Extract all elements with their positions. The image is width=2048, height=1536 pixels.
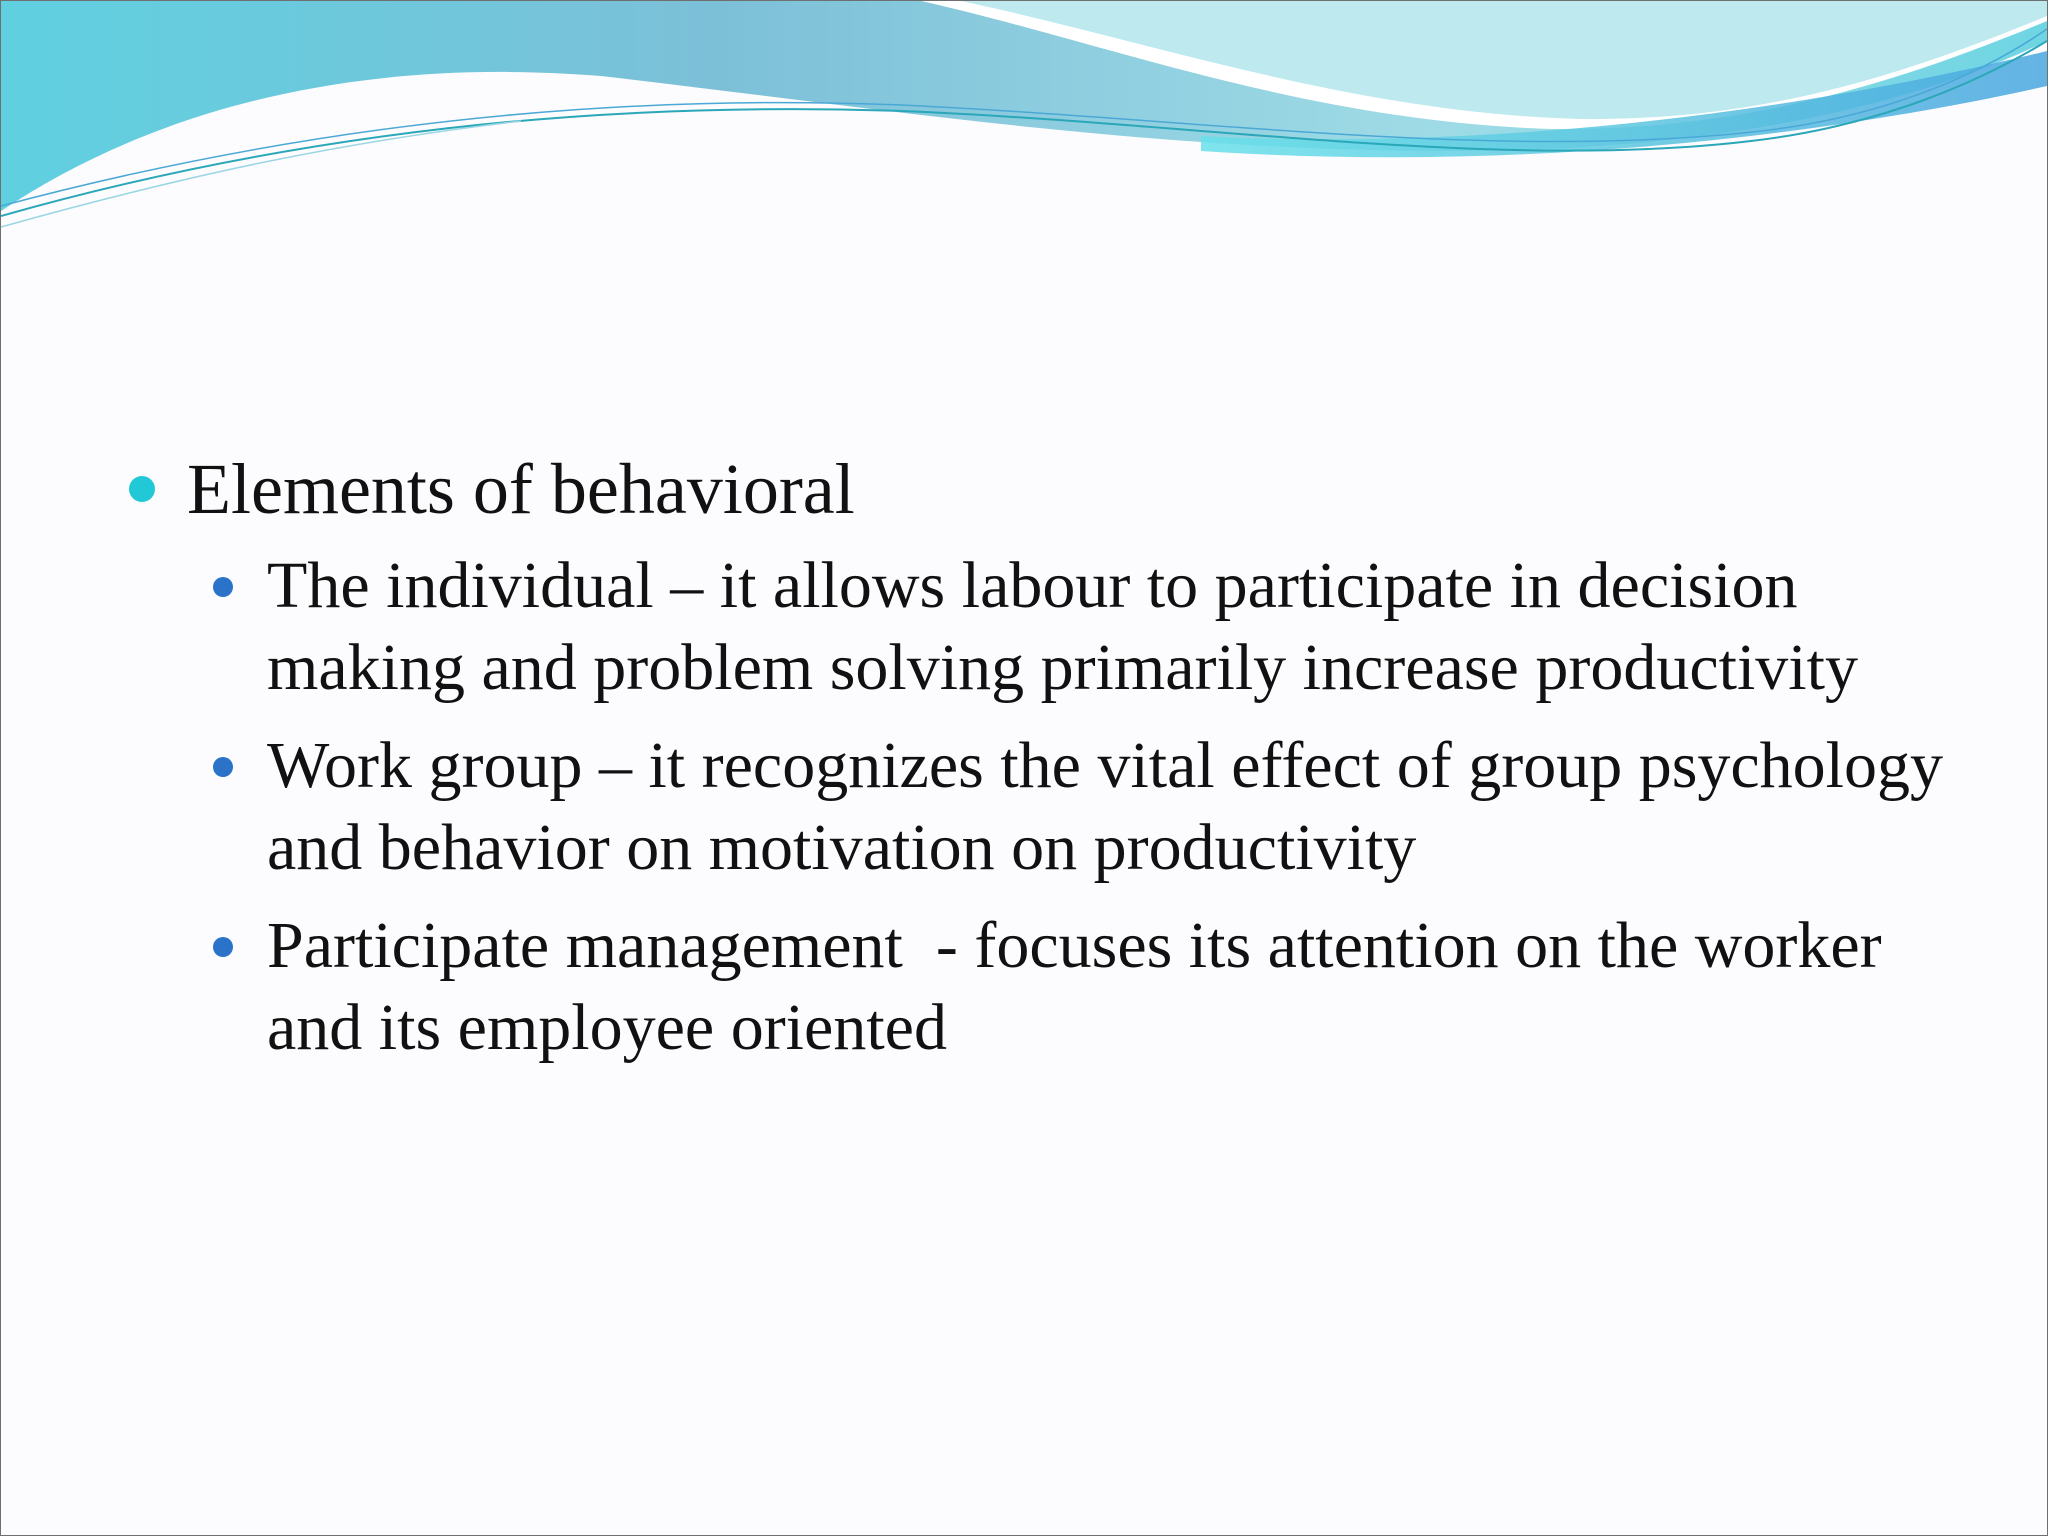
- sub-bullet-list: [129, 545, 1989, 1069]
- sub-bullet-item: [209, 905, 1989, 1069]
- bullet-dot-icon: [213, 937, 233, 957]
- header-wave-decoration: [1, 1, 2047, 241]
- slide-content: [129, 441, 1989, 1085]
- heading-text: Elements of behavioral: [187, 449, 855, 529]
- bullet-dot-icon: [213, 577, 233, 597]
- sub-bullet-item: [209, 725, 1989, 889]
- sub-bullet-text: Work group – it recognizes the vital effect of group psychology and behavior on motivation on productivity: [267, 729, 1960, 884]
- bullet-dot-icon: [213, 757, 233, 777]
- sub-bullet-text: Participate management - focuses its attention on the worker and its employee oriented: [267, 909, 1899, 1064]
- bullet-level1: [129, 441, 1989, 537]
- bullet-dot-icon: [129, 476, 155, 502]
- sub-bullet-item: [209, 545, 1989, 709]
- sub-bullet-text: The individual – it allows labour to participate in decision making and problem solving primarily increase productivity: [267, 549, 1858, 704]
